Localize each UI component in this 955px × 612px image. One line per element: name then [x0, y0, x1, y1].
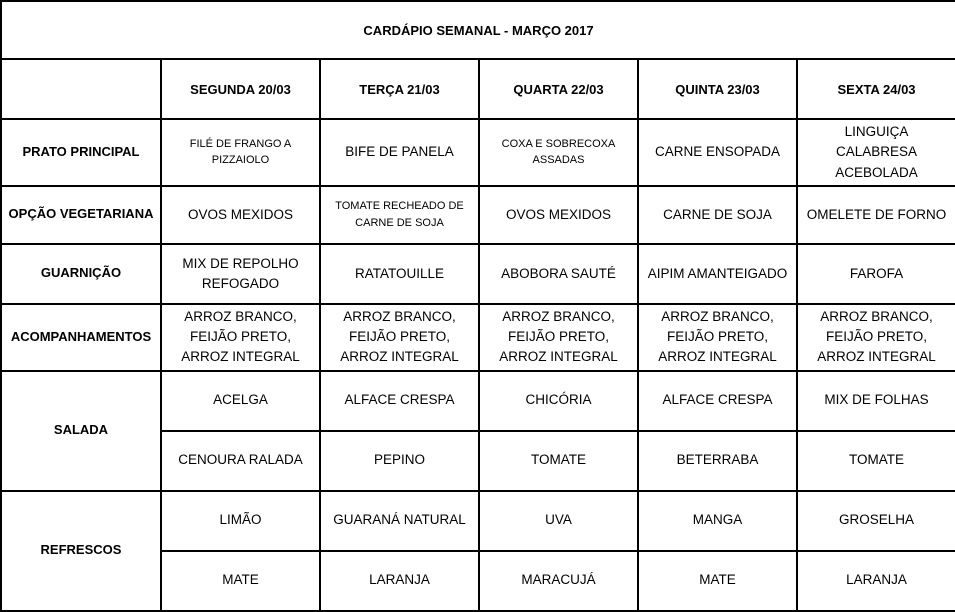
menu-cell: MARACUJÁ	[479, 551, 638, 611]
menu-cell: CARNE ENSOPADA	[638, 119, 797, 186]
table-row-prato-principal	[1, 119, 955, 186]
menu-cell: ARROZ BRANCO, FEIJÃO PRETO, ARROZ INTEGRAL	[638, 304, 797, 371]
menu-cell: OVOS MEXIDOS	[161, 186, 320, 244]
table-row-guarnicao	[1, 244, 955, 304]
menu-cell: GROSELHA	[797, 491, 955, 551]
menu-cell: TOMATE RECHEADO DE CARNE DE SOJA	[320, 186, 479, 244]
corner-cell	[1, 59, 161, 119]
table-row-refrescos-1	[1, 491, 955, 551]
row-label-refrescos: REFRESCOS	[1, 491, 161, 611]
menu-cell: MATE	[638, 551, 797, 611]
menu-cell: MATE	[161, 551, 320, 611]
menu-cell: BIFE DE PANELA	[320, 119, 479, 186]
table-row-acompanhamentos	[1, 304, 955, 371]
row-label-salada: SALADA	[1, 371, 161, 491]
menu-cell: ARROZ BRANCO, FEIJÃO PRETO, ARROZ INTEGRAL	[161, 304, 320, 371]
menu-cell: MIX DE FOLHAS	[797, 371, 955, 431]
table-row-salada-1	[1, 371, 955, 431]
menu-cell: PEPINO	[320, 431, 479, 491]
menu-cell: ACELGA	[161, 371, 320, 431]
menu-cell: ALFACE CRESPA	[638, 371, 797, 431]
menu-cell: UVA	[479, 491, 638, 551]
menu-cell: CHICÓRIA	[479, 371, 638, 431]
menu-cell: ABOBORA SAUTÉ	[479, 244, 638, 304]
row-label-opcao-vegetariana: OPÇÃO VEGETARIANA	[1, 186, 161, 244]
menu-cell: CARNE DE SOJA	[638, 186, 797, 244]
menu-cell: TOMATE	[479, 431, 638, 491]
menu-cell: CENOURA RALADA	[161, 431, 320, 491]
menu-cell: GUARANÁ NATURAL	[320, 491, 479, 551]
menu-cell: LIMÃO	[161, 491, 320, 551]
title-row	[1, 1, 955, 59]
menu-cell: LARANJA	[797, 551, 955, 611]
row-label-prato-principal: PRATO PRINCIPAL	[1, 119, 161, 186]
menu-cell: OMELETE DE FORNO	[797, 186, 955, 244]
header-row	[1, 59, 955, 119]
menu-cell: COXA E SOBRECOXA ASSADAS	[479, 119, 638, 186]
menu-cell: ALFACE CRESPA	[320, 371, 479, 431]
menu-cell: FILÉ DE FRANGO A PIZZAIOLO	[161, 119, 320, 186]
menu-cell: LARANJA	[320, 551, 479, 611]
menu-cell: OVOS MEXIDOS	[479, 186, 638, 244]
day-header-terca: TERÇA 21/03	[320, 59, 479, 119]
menu-cell: MANGA	[638, 491, 797, 551]
table-row-opcao-vegetariana	[1, 186, 955, 244]
menu-cell: FAROFA	[797, 244, 955, 304]
day-header-quinta: QUINTA 23/03	[638, 59, 797, 119]
menu-cell: TOMATE	[797, 431, 955, 491]
day-header-segunda: SEGUNDA 20/03	[161, 59, 320, 119]
menu-cell: ARROZ BRANCO, FEIJÃO PRETO, ARROZ INTEGRAL	[479, 304, 638, 371]
day-header-quarta: QUARTA 22/03	[479, 59, 638, 119]
menu-cell: RATATOUILLE	[320, 244, 479, 304]
menu-cell: BETERRABA	[638, 431, 797, 491]
menu-cell: MIX DE REPOLHO REFOGADO	[161, 244, 320, 304]
table-title: CARDÁPIO SEMANAL - MARÇO 2017	[1, 1, 955, 59]
menu-cell: ARROZ BRANCO, FEIJÃO PRETO, ARROZ INTEGRAL	[320, 304, 479, 371]
day-header-sexta: SEXTA 24/03	[797, 59, 955, 119]
menu-cell: AIPIM AMANTEIGADO	[638, 244, 797, 304]
menu-cell: ARROZ BRANCO, FEIJÃO PRETO, ARROZ INTEGRAL	[797, 304, 955, 371]
row-label-acompanhamentos: ACOMPANHAMENTOS	[1, 304, 161, 371]
menu-cell: LINGUIÇA CALABRESA ACEBOLADA	[797, 119, 955, 186]
row-label-guarnicao: GUARNIÇÃO	[1, 244, 161, 304]
